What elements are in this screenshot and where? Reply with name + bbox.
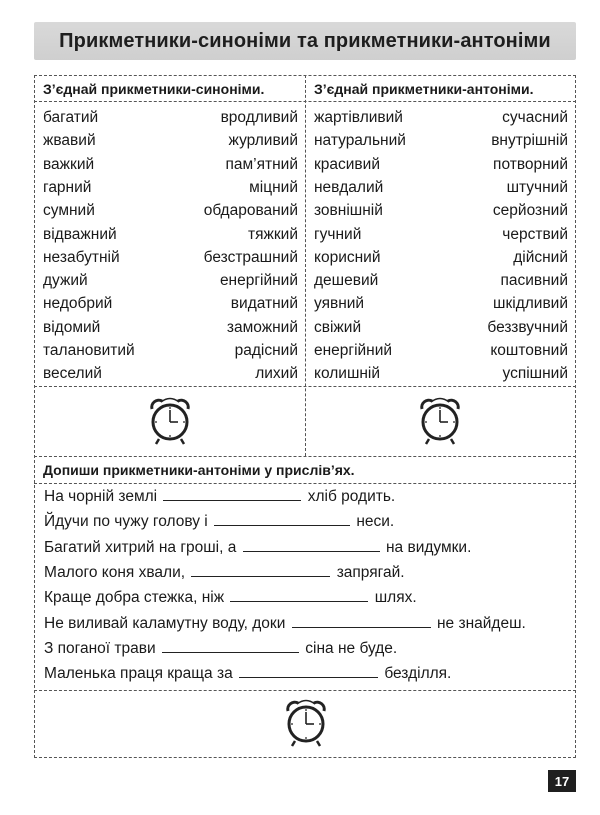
word-pair-row (43, 177, 298, 199)
left-word[interactable]: свіжий (314, 318, 362, 336)
left-word[interactable]: незабутній (43, 248, 120, 266)
right-word[interactable]: вродливий (220, 109, 298, 126)
proverb-row (44, 562, 405, 584)
right-word[interactable]: сучасний (502, 109, 568, 126)
proverb-end: запрягай. (336, 563, 405, 581)
divider (34, 386, 576, 387)
word-pair-row (314, 340, 568, 362)
left-word[interactable]: талановитий (43, 342, 135, 359)
divider (34, 483, 576, 484)
proverb-end: шлях. (374, 589, 417, 607)
left-word[interactable]: відомий (43, 318, 101, 336)
word-pair-row (314, 247, 568, 269)
proverb-start: З поганої трави (44, 639, 156, 657)
divider (34, 690, 576, 691)
word-pair-row (43, 247, 298, 269)
word-pair-row (314, 130, 568, 152)
left-word[interactable]: енергійний (314, 342, 393, 359)
answer-blank[interactable] (163, 486, 301, 501)
left-word[interactable]: гарний (43, 178, 92, 196)
right-word[interactable]: беззвучний (487, 318, 568, 336)
proverb-row (44, 587, 417, 609)
answer-blank[interactable] (162, 638, 299, 653)
proverb-start: Багатий хитрий на гроші, а (44, 538, 237, 556)
left-word[interactable]: важкий (43, 155, 95, 173)
left-word[interactable]: жвавий (43, 132, 96, 150)
proverb-row (44, 511, 394, 533)
left-word[interactable]: корисний (314, 248, 381, 266)
right-word[interactable]: шкідливий (493, 295, 568, 313)
right-word[interactable]: енергійний (219, 272, 298, 290)
proverb-start: Маленька праця краща за (44, 665, 233, 683)
word-pair-row (43, 200, 298, 222)
proverb-row (44, 537, 471, 559)
left-word[interactable]: колишній (314, 365, 381, 383)
left-word[interactable]: жартівливий (314, 109, 403, 126)
proverb-end: хліб родить. (307, 488, 396, 505)
word-pair-row (314, 154, 568, 176)
word-pair-row (43, 224, 298, 246)
synonyms-heading: З’єднай прикметники-синоніми. (43, 81, 265, 97)
proverb-start: Не виливай каламутну воду, доки (44, 614, 286, 632)
right-word[interactable]: заможний (226, 318, 298, 336)
left-word[interactable]: зовнішній (314, 202, 383, 220)
left-word[interactable]: красивий (314, 155, 380, 173)
right-word[interactable]: пам’ятний (225, 155, 298, 173)
right-word[interactable]: пасивний (500, 272, 568, 290)
right-word[interactable]: дійсний (513, 248, 568, 266)
divider (34, 456, 576, 457)
answer-blank[interactable] (239, 663, 378, 678)
word-pair-row (43, 107, 298, 129)
right-word[interactable]: міцний (249, 178, 298, 196)
left-word[interactable]: гучний (314, 225, 362, 243)
word-pair-row (43, 317, 298, 339)
right-word[interactable]: черствий (502, 225, 568, 243)
proverb-start: Малого коня хвали, (44, 563, 186, 581)
proverb-start: Йдучи по чужу голову і (44, 513, 208, 531)
left-word[interactable]: багатий (43, 109, 99, 126)
word-pair-row (43, 293, 298, 315)
word-pair-row (43, 130, 298, 152)
right-word[interactable]: тяжкий (248, 225, 298, 243)
left-word[interactable]: недобрий (43, 295, 113, 313)
left-word[interactable]: веселий (43, 365, 102, 383)
proverb-end: неси. (356, 513, 395, 531)
right-word[interactable]: потворний (493, 155, 568, 173)
proverb-end: не знайдеш. (437, 614, 526, 632)
proverb-row (44, 638, 397, 660)
proverb-end: сіна не буде. (305, 639, 398, 657)
alarm-clock-icon (417, 396, 463, 446)
proverb-end: безділля. (384, 665, 452, 683)
right-word[interactable]: лихий (255, 365, 298, 383)
word-pair-row (314, 200, 568, 222)
right-word[interactable]: коштовний (490, 342, 568, 359)
left-word[interactable]: натуральний (314, 132, 406, 150)
divider (34, 101, 576, 102)
right-word[interactable]: внутрішній (491, 132, 568, 150)
antonyms-heading: З’єднай прикметники-антоніми. (314, 81, 534, 97)
left-word[interactable]: невдалий (314, 178, 384, 196)
right-word[interactable]: журливий (228, 132, 298, 150)
title-bar (34, 22, 576, 60)
answer-blank[interactable] (292, 613, 431, 628)
proverbs-heading: Допиши прикметники-антоніми у прислів’ях. (43, 462, 355, 478)
word-pair-row (314, 270, 568, 292)
right-word[interactable]: радісний (234, 342, 298, 359)
page-number: 17 (548, 770, 576, 792)
word-pair-row (43, 270, 298, 292)
proverb-start: На чорній землі (44, 488, 158, 505)
right-word[interactable]: успішний (502, 365, 568, 383)
proverb-row (44, 663, 451, 685)
word-pair-row (314, 363, 568, 385)
proverb-row (44, 486, 395, 508)
column-divider (305, 75, 306, 456)
word-pair-row (43, 340, 298, 362)
left-word[interactable]: уявний (314, 295, 365, 313)
word-pair-row (314, 224, 568, 246)
alarm-clock-icon (283, 698, 329, 748)
word-pair-row (314, 107, 568, 129)
proverb-start: Краще добра стежка, ніж (44, 589, 225, 607)
page-title: Прикметники-синоніми та прикметники-антоніми (59, 29, 551, 52)
answer-blank[interactable] (230, 587, 368, 602)
word-pair-row (43, 363, 298, 385)
word-pair-row (314, 317, 568, 339)
word-pair-row (43, 154, 298, 176)
left-word[interactable]: відважний (43, 225, 117, 243)
right-word[interactable]: безстрашний (203, 248, 298, 266)
left-word[interactable]: дужий (43, 272, 88, 290)
right-word[interactable]: обдарований (203, 202, 298, 220)
word-pair-row (314, 177, 568, 199)
left-word[interactable]: сумний (43, 202, 95, 220)
right-word[interactable]: штучний (506, 178, 568, 196)
left-word[interactable]: дешевий (314, 272, 379, 290)
right-word[interactable]: серйозний (492, 202, 568, 220)
answer-blank[interactable] (243, 537, 380, 552)
proverb-row (44, 613, 526, 635)
right-word[interactable]: видатний (230, 295, 298, 313)
proverb-end: на видумки. (385, 538, 472, 556)
answer-blank[interactable] (191, 562, 330, 577)
word-pair-row (314, 293, 568, 315)
alarm-clock-icon (147, 396, 193, 446)
answer-blank[interactable] (214, 511, 350, 526)
